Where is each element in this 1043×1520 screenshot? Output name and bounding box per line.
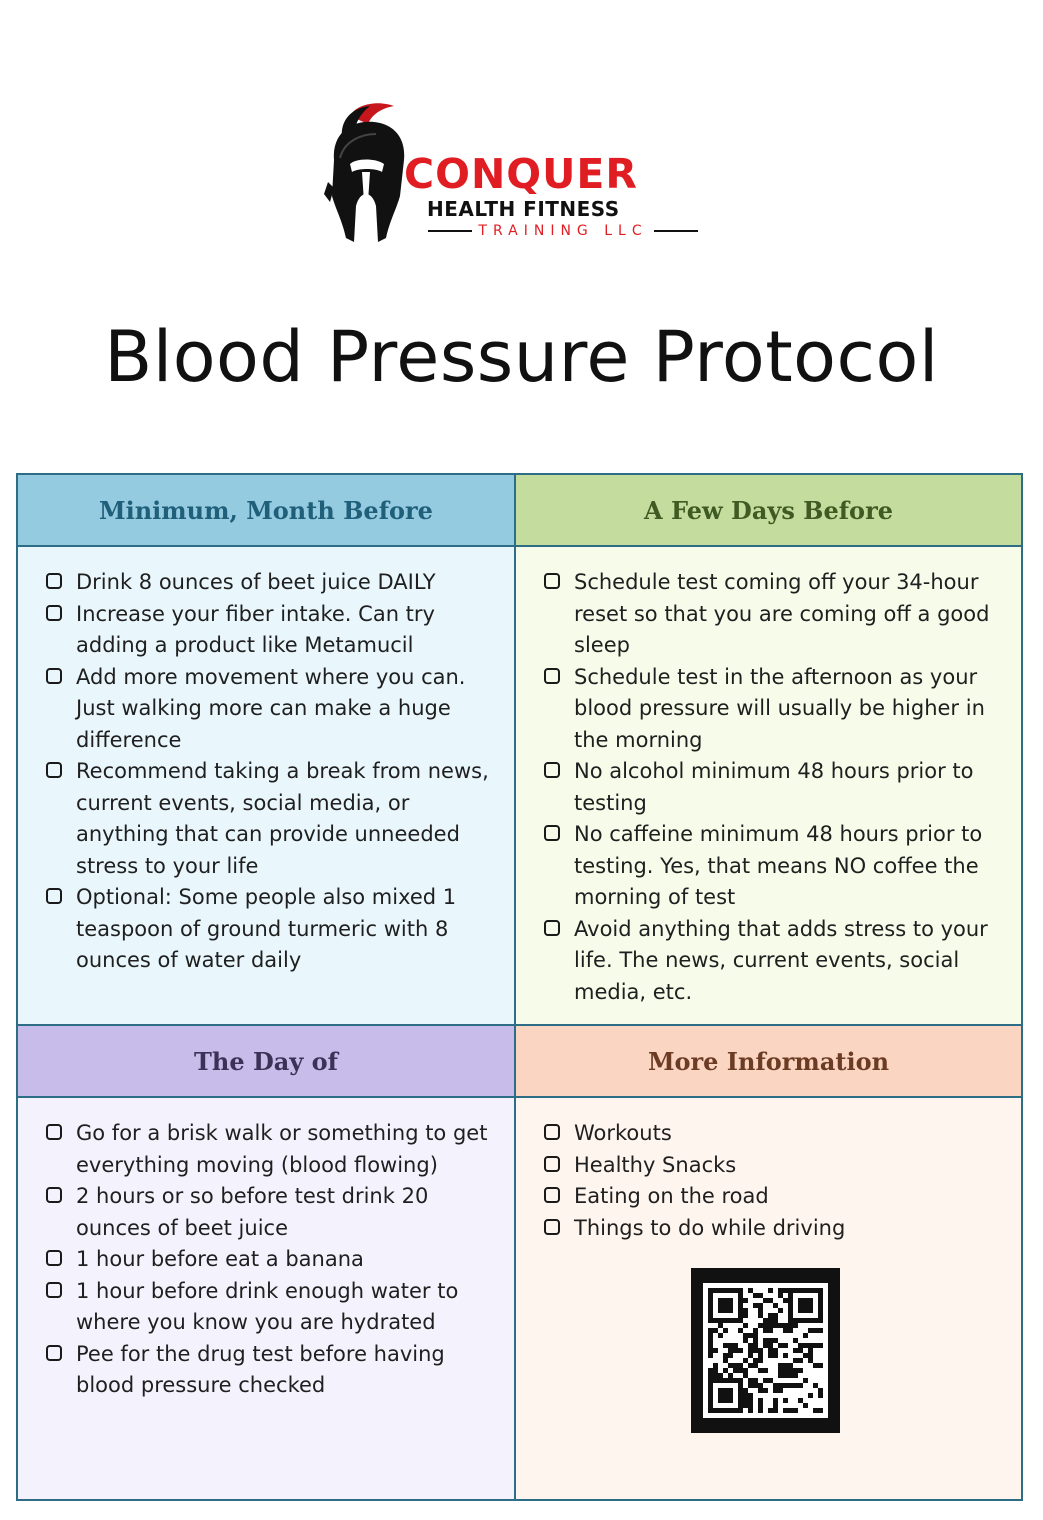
checkbox[interactable] [46, 573, 62, 589]
checklist [18, 1098, 514, 1499]
checkbox[interactable] [544, 1187, 560, 1203]
checkbox[interactable] [46, 1345, 62, 1361]
checklist-item-text: 1 hour before drink enough water to where you know you are hydrated [76, 1278, 459, 1334]
checklist-item-text: 2 hours or so before test drink 20 ounces of beet juice [76, 1184, 429, 1240]
checklist-item [46, 756, 500, 882]
section-heading: More Information [516, 1026, 1021, 1098]
checklist-item-text: No caffeine minimum 48 hours prior to testing. Yes, that means NO coffee the morning of test [574, 822, 983, 909]
checkbox[interactable] [46, 1282, 62, 1298]
tagline-rule [428, 230, 472, 232]
checklist-item [46, 599, 500, 662]
checklist-item [544, 756, 1007, 819]
checklist-item [544, 1118, 1007, 1150]
company-logo [300, 78, 740, 268]
checklist-item [544, 1150, 1007, 1182]
checklist-item-text: Optional: Some people also mixed 1 teaspoon of ground turmeric with 8 ounces of water daily [76, 885, 457, 972]
brand-name: CONQUER [404, 150, 638, 198]
checklist-item-text: Schedule test coming off your 34-hour reset so that you are coming off a good sleep [574, 570, 990, 657]
checklist-item [46, 1118, 500, 1181]
checkbox[interactable] [46, 1187, 62, 1203]
checkbox[interactable] [544, 825, 560, 841]
checklist-item [46, 662, 500, 757]
checkbox[interactable] [46, 1250, 62, 1266]
checklist-item-text: Pee for the drug test before having blood pressure checked [76, 1341, 445, 1397]
section-month-before [18, 475, 516, 1026]
checklist-item-text: Recommend taking a break from news, current events, social media, or anything that can provide unneeded stress to your life [76, 759, 489, 878]
checklist-item [544, 567, 1007, 662]
brand-subtitle: HEALTH FITNESS [427, 197, 620, 221]
checklist-item [46, 1339, 500, 1402]
qr-container [544, 1268, 1007, 1433]
checklist-item [46, 882, 500, 977]
checklist-item [544, 914, 1007, 1009]
checklist-item-text: Go for a brisk walk or something to get everything moving (blood flowing) [76, 1121, 488, 1177]
brand-tagline-text: TRAINING LLC [478, 223, 648, 239]
checkbox[interactable] [544, 573, 560, 589]
checklist-item-text: No alcohol minimum 48 hours prior to testing [574, 759, 974, 815]
protocol-grid [16, 473, 1023, 1501]
checkbox[interactable] [46, 605, 62, 621]
checklist-item-text: Increase your fiber intake. Can try adding a product like Metamucil [76, 601, 435, 657]
section-day-of [18, 1026, 516, 1499]
tagline-rule [654, 230, 698, 232]
checklist-item [544, 1213, 1007, 1245]
checkbox[interactable] [46, 1124, 62, 1140]
checklist-item [46, 1276, 500, 1339]
checklist-item-text: Things to do while driving [574, 1215, 846, 1240]
checkbox[interactable] [544, 762, 560, 778]
checklist-item-text: 1 hour before eat a banana [76, 1247, 364, 1271]
checklist-item-text: Avoid anything that adds stress to your life. The news, current events, social media, etc. [574, 916, 988, 1004]
checkbox[interactable] [544, 1124, 560, 1140]
checkbox[interactable] [46, 668, 62, 684]
checklist-item [46, 1244, 500, 1276]
checklist [516, 547, 1021, 1024]
checklist-item [46, 567, 500, 599]
checkbox[interactable] [544, 1156, 560, 1172]
section-heading: The Day of [18, 1026, 514, 1098]
checkbox[interactable] [46, 888, 62, 904]
checklist-item-text: Workouts [574, 1121, 672, 1145]
checkbox[interactable] [544, 668, 560, 684]
spartan-helmet-icon [320, 98, 410, 248]
checklist-item-text: Schedule test in the afternoon as your blood pressure will usually be higher in the morning [574, 664, 985, 752]
page-title: Blood Pressure Protocol [104, 316, 939, 398]
section-more-information [516, 1026, 1021, 1499]
qr-code-icon[interactable] [691, 1268, 840, 1433]
checkbox[interactable] [544, 1219, 560, 1235]
checklist-item-text: Add more movement where you can. Just walking more can make a huge difference [76, 664, 466, 752]
brand-tagline [428, 224, 698, 238]
checklist-item [544, 662, 1007, 757]
checkbox[interactable] [544, 920, 560, 936]
checklist-item [544, 1181, 1007, 1213]
checklist [516, 1098, 1021, 1499]
checkbox[interactable] [46, 762, 62, 778]
checklist-item-text: Drink 8 ounces of beet juice DAILY [76, 570, 436, 594]
checklist-item [544, 819, 1007, 914]
checklist [18, 547, 514, 1024]
section-heading: A Few Days Before [516, 475, 1021, 547]
checklist-item-text: Healthy Snacks [574, 1152, 737, 1177]
checklist-item-text: Eating on the road [574, 1184, 769, 1208]
checklist-item [46, 1181, 500, 1244]
section-few-days-before [516, 475, 1021, 1026]
section-heading: Minimum, Month Before [18, 475, 514, 547]
